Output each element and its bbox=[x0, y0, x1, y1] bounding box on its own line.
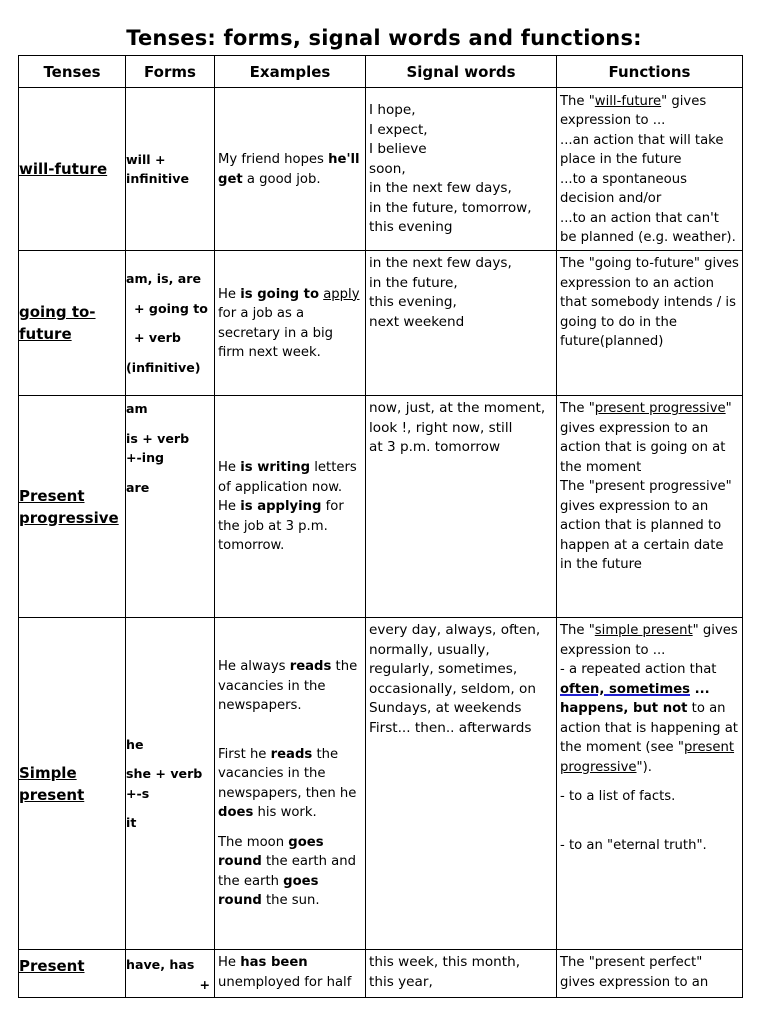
header-forms: Forms bbox=[126, 56, 215, 88]
example-verb: has been bbox=[240, 955, 308, 970]
example-text: He bbox=[218, 499, 241, 515]
function-emphasis: often, sometimes bbox=[560, 681, 690, 697]
example-cell bbox=[215, 950, 366, 998]
example-underlined: apply bbox=[323, 286, 360, 302]
function-text: The " bbox=[560, 93, 595, 109]
header-functions: Functions bbox=[557, 56, 743, 88]
example-text: He bbox=[218, 955, 241, 970]
table-row bbox=[19, 396, 743, 618]
example-text: letters of application now. bbox=[218, 460, 357, 495]
function-text: "). bbox=[636, 759, 652, 775]
signal-word: next weekend bbox=[369, 313, 465, 330]
form-line: he bbox=[126, 736, 144, 752]
example-text: First he bbox=[218, 746, 271, 762]
function-text: The " bbox=[560, 401, 595, 416]
signal-cell bbox=[366, 251, 557, 396]
tense-cell bbox=[19, 88, 126, 251]
function-text: The "present perfect" gives expression to an bbox=[560, 955, 709, 990]
forms-cell bbox=[126, 88, 215, 251]
function-line: ...to a spontaneous decision and/or bbox=[560, 171, 687, 206]
function-cell bbox=[557, 618, 743, 950]
function-text: " gives expression to an action that is going on at the moment bbox=[560, 401, 732, 475]
tense-name: progressive bbox=[19, 508, 119, 527]
function-text: The " bbox=[560, 623, 595, 638]
forms-cell bbox=[126, 618, 215, 950]
example-verb: does bbox=[218, 805, 254, 821]
form-line: (infinitive) bbox=[126, 359, 201, 375]
signal-word: this week, this month, bbox=[369, 954, 521, 970]
example-text: unemployed for half bbox=[218, 974, 352, 990]
function-cell bbox=[557, 88, 743, 251]
signal-word: in the next few days, bbox=[369, 255, 512, 271]
example-text: He bbox=[218, 286, 241, 302]
function-line: - to a list of facts. bbox=[560, 789, 676, 804]
example-cell bbox=[215, 251, 366, 396]
form-line: infinitive bbox=[126, 171, 189, 186]
function-cell bbox=[557, 251, 743, 396]
form-line: will + bbox=[126, 151, 166, 167]
example-text: He bbox=[218, 460, 241, 476]
function-text: ... happens, but bbox=[560, 681, 710, 716]
form-line: she + verb bbox=[126, 766, 203, 781]
signal-word: I hope, bbox=[369, 102, 416, 119]
table-header-row bbox=[19, 56, 743, 88]
example-verb: goes round bbox=[218, 873, 319, 909]
signal-cell bbox=[366, 88, 557, 251]
signal-word: in the future, tomorrow, bbox=[369, 199, 532, 216]
function-link-text: simple present bbox=[594, 623, 693, 638]
example-cell bbox=[215, 396, 366, 618]
signal-cell bbox=[366, 950, 557, 998]
function-cell bbox=[557, 396, 743, 618]
function-line: - to an "eternal truth". bbox=[560, 837, 707, 853]
signal-word: I expect, bbox=[369, 121, 428, 138]
function-link-text: present progressive bbox=[594, 401, 726, 416]
table-row bbox=[19, 251, 743, 396]
function-line: ...to an action that can't be planned (e.g. weather). bbox=[560, 210, 736, 245]
example-verb: is applying bbox=[240, 499, 322, 515]
tense-name: Present bbox=[19, 957, 85, 975]
forms-cell bbox=[126, 396, 215, 618]
tense-name: going to- bbox=[19, 303, 96, 321]
forms-cell bbox=[126, 251, 215, 396]
signal-cell bbox=[366, 396, 557, 618]
signal-word: this year, bbox=[369, 973, 433, 990]
tense-name: Present bbox=[19, 486, 85, 505]
form-line: +-s bbox=[126, 785, 150, 801]
signal-word: in the next few days, bbox=[369, 180, 512, 197]
example-text: He always bbox=[218, 659, 290, 675]
signal-cell bbox=[366, 618, 557, 950]
form-line: is + verb bbox=[126, 430, 190, 446]
example-text: for a job as a secretary in a big firm next week. bbox=[218, 306, 334, 360]
example-text: My friend hopes bbox=[218, 152, 324, 167]
function-text: - a repeated action that bbox=[560, 662, 717, 677]
function-link-text: will-future bbox=[594, 93, 662, 109]
function-text: The "present progressive" gives expression to an action that is planned to happen at a certain date in the future bbox=[560, 479, 732, 572]
example-text: the vacancies in the newspapers, then he bbox=[218, 746, 357, 801]
function-text: The "going to-future" gives expression to an action that somebody intends / is going to do in the future(planned) bbox=[560, 256, 739, 349]
example-verb: reads bbox=[289, 659, 332, 675]
header-examples: Examples bbox=[215, 56, 366, 88]
example-verb: is going to bbox=[240, 286, 319, 302]
form-line: + bbox=[199, 976, 210, 992]
tense-cell bbox=[19, 950, 126, 998]
table-row bbox=[19, 950, 743, 998]
signal-word: look !, right now, still bbox=[369, 419, 513, 436]
example-text: for the job at 3 p.m. tomorrow. bbox=[218, 499, 344, 554]
form-line: +-ing bbox=[126, 450, 165, 465]
form-line: am bbox=[126, 401, 148, 416]
form-line: am, is, are bbox=[126, 271, 202, 286]
tense-cell bbox=[19, 251, 126, 396]
tense-name: present bbox=[19, 785, 85, 804]
tense-name: future bbox=[19, 325, 72, 343]
signal-word: now, just, at the moment, bbox=[369, 400, 546, 416]
form-line: + verb bbox=[134, 330, 181, 345]
tenses-table bbox=[18, 55, 743, 998]
example-text: his work. bbox=[253, 805, 317, 821]
signal-word: this evening, bbox=[369, 294, 457, 310]
form-line: are bbox=[126, 479, 150, 495]
function-link-text: present progressive bbox=[560, 740, 735, 775]
example-text: the sun. bbox=[261, 893, 320, 909]
example-cell bbox=[215, 88, 366, 251]
header-tenses: Tenses bbox=[19, 56, 126, 88]
header-signal-words: Signal words bbox=[366, 56, 557, 88]
example-verb: is writing bbox=[240, 460, 311, 476]
example-text: a good job. bbox=[242, 171, 321, 187]
form-line: + going to bbox=[134, 300, 208, 316]
function-line: ...an action that will take place in the future bbox=[560, 132, 724, 167]
signal-word: soon, bbox=[369, 160, 406, 177]
function-cell bbox=[557, 950, 743, 998]
tense-cell bbox=[19, 396, 126, 618]
table-row bbox=[19, 88, 743, 251]
function-text: " gives expression to ... bbox=[560, 623, 738, 658]
signal-word: at 3 p.m. tomorrow bbox=[369, 439, 501, 455]
signal-word: in the future, bbox=[369, 274, 458, 291]
signal-word: this evening bbox=[369, 219, 453, 236]
function-text: " gives expression to ... bbox=[560, 93, 707, 128]
function-emphasis: not bbox=[662, 701, 688, 716]
signal-word: every day, always, often, normally, usually, regularly, sometimes, occasionally, seldom, on Sundays, at weekends First... then.. afterwards bbox=[369, 622, 541, 736]
page-title: Tenses: forms, signal words and functions: bbox=[126, 26, 642, 50]
example-text: the vacancies in the newspapers. bbox=[218, 659, 358, 714]
example-verb: reads bbox=[270, 746, 313, 762]
example-text: the earth and the earth bbox=[218, 854, 356, 889]
example-verb: he'll get bbox=[218, 152, 360, 187]
form-line: it bbox=[126, 815, 137, 830]
signal-word: I believe bbox=[369, 141, 427, 158]
function-text: to an action that is happening at the moment (see " bbox=[560, 701, 738, 755]
forms-cell bbox=[126, 950, 215, 998]
tense-cell bbox=[19, 618, 126, 950]
tense-name: will-future bbox=[19, 160, 108, 178]
example-verb: goes round bbox=[218, 834, 324, 870]
table-row bbox=[19, 618, 743, 950]
example-cell bbox=[215, 618, 366, 950]
tense-name: Simple bbox=[19, 763, 77, 782]
example-text: The moon bbox=[218, 834, 289, 850]
form-line: have, has bbox=[126, 957, 195, 972]
